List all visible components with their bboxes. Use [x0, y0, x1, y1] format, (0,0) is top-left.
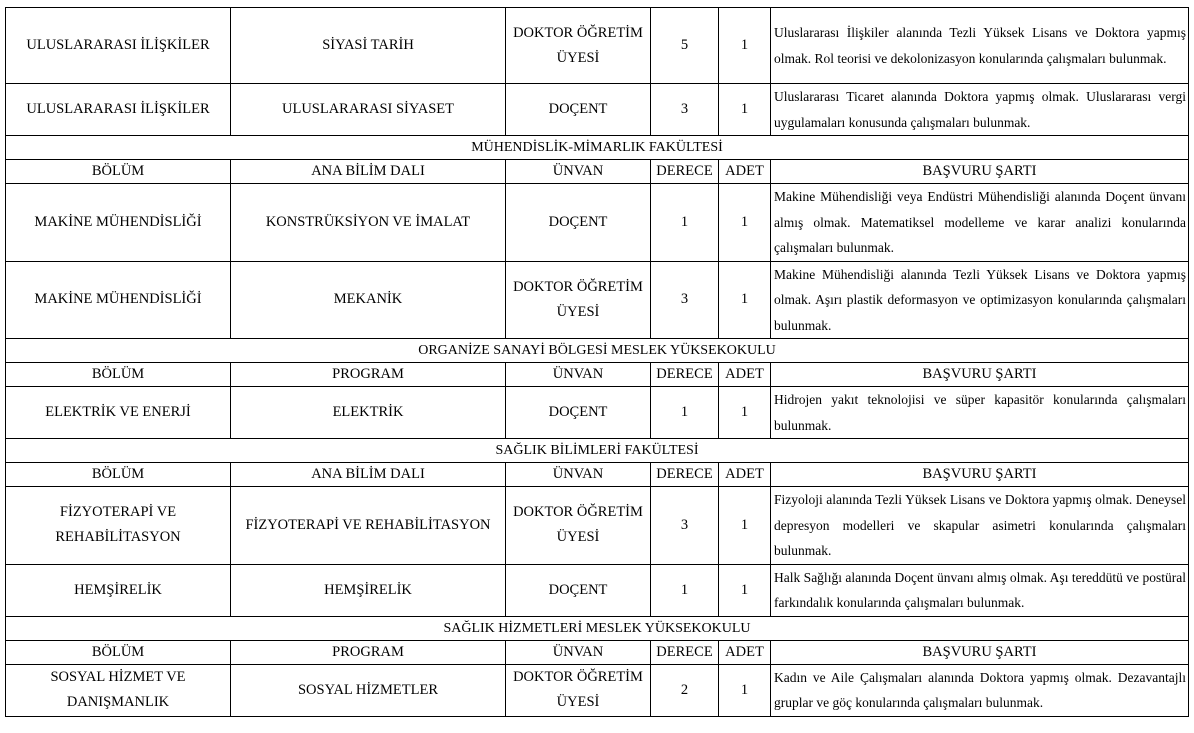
sart-cell: Halk Sağlığı alanında Doçent ünvanı almış olmak. Aşı tereddütü ve postüral farkındalık konularında çalışmaları bulunmak.: [771, 564, 1189, 616]
sart-cell: Hidrojen yakıt teknolojisi ve süper kapasitör konularında çalışmaları bulunmak.: [771, 387, 1189, 439]
bolum-cell: MAKİNE MÜHENDİSLİĞİ: [6, 184, 231, 262]
dal-cell: HEMŞİRELİK: [231, 564, 506, 616]
header-dal: PROGRAM: [231, 640, 506, 664]
dal-cell: FİZYOTERAPİ VE REHABİLİTASYON: [231, 487, 506, 565]
adet-cell: 1: [719, 487, 771, 565]
table-row: [6, 261, 1189, 339]
header-sart: BAŞVURU ŞARTI: [771, 160, 1189, 184]
unvan-cell: DOKTOR ÖĞRETİM ÜYESİ: [506, 261, 651, 339]
adet-cell: 1: [719, 84, 771, 136]
unvan-cell: DOKTOR ÖĞRETİM ÜYESİ: [506, 664, 651, 716]
bolum-cell: SOSYAL HİZMET VE DANIŞMANLIK: [6, 664, 231, 716]
section-row: [6, 616, 1189, 640]
dal-cell: ULUSLARARASI SİYASET: [231, 84, 506, 136]
section-title: MÜHENDİSLİK-MİMARLIK FAKÜLTESİ: [6, 136, 1189, 160]
header-bolum: BÖLÜM: [6, 463, 231, 487]
header-unvan: ÜNVAN: [506, 160, 651, 184]
adet-cell: 1: [719, 564, 771, 616]
table-row: [6, 664, 1189, 716]
header-row: [6, 363, 1189, 387]
header-sart: BAŞVURU ŞARTI: [771, 640, 1189, 664]
sart-cell: Uluslararası İlişkiler alanında Tezli Yüksek Lisans ve Doktora yapmış olmak. Rol teorisi ve dekolonizasyon konularında çalışmaları bulunmak.: [771, 8, 1189, 84]
adet-cell: 1: [719, 184, 771, 262]
table-row: [6, 487, 1189, 565]
header-dal: ANA BİLİM DALI: [231, 160, 506, 184]
header-unvan: ÜNVAN: [506, 640, 651, 664]
header-sart: BAŞVURU ŞARTI: [771, 363, 1189, 387]
header-derece: DERECE: [651, 160, 719, 184]
header-row: [6, 463, 1189, 487]
derece-cell: 5: [651, 8, 719, 84]
header-unvan: ÜNVAN: [506, 363, 651, 387]
bolum-cell: FİZYOTERAPİ VE REHABİLİTASYON: [6, 487, 231, 565]
derece-cell: 3: [651, 84, 719, 136]
bolum-cell: ELEKTRİK VE ENERJİ: [6, 387, 231, 439]
section-row: [6, 439, 1189, 463]
unvan-cell: DOÇENT: [506, 387, 651, 439]
sart-cell: Kadın ve Aile Çalışmaları alanında Doktora yapmış olmak. Dezavantajlı gruplar ve göç konularında çalışmaları bulunmak.: [771, 664, 1189, 716]
header-bolum: BÖLÜM: [6, 363, 231, 387]
section-title: ORGANİZE SANAYİ BÖLGESİ MESLEK YÜKSEKOKULU: [6, 339, 1189, 363]
dal-cell: MEKANİK: [231, 261, 506, 339]
position-table: [5, 7, 1189, 717]
table-row: [6, 8, 1189, 84]
header-row: [6, 640, 1189, 664]
table-row: [6, 84, 1189, 136]
sart-cell: Uluslararası Ticaret alanında Doktora yapmış olmak. Uluslararası vergi uygulamaları konusunda çalışmaları bulunmak.: [771, 84, 1189, 136]
derece-cell: 1: [651, 387, 719, 439]
derece-cell: 2: [651, 664, 719, 716]
adet-cell: 1: [719, 261, 771, 339]
header-sart: BAŞVURU ŞARTI: [771, 463, 1189, 487]
header-row: [6, 160, 1189, 184]
unvan-cell: DOÇENT: [506, 84, 651, 136]
table-row: [6, 387, 1189, 439]
header-bolum: BÖLÜM: [6, 160, 231, 184]
dal-cell: SİYASİ TARİH: [231, 8, 506, 84]
bolum-cell: HEMŞİRELİK: [6, 564, 231, 616]
derece-cell: 1: [651, 564, 719, 616]
section-row: [6, 136, 1189, 160]
unvan-cell: DOÇENT: [506, 184, 651, 262]
unvan-cell: DOKTOR ÖĞRETİM ÜYESİ: [506, 8, 651, 84]
unvan-cell: DOKTOR ÖĞRETİM ÜYESİ: [506, 487, 651, 565]
bolum-cell: ULUSLARARASI İLİŞKİLER: [6, 8, 231, 84]
header-derece: DERECE: [651, 463, 719, 487]
bolum-cell: MAKİNE MÜHENDİSLİĞİ: [6, 261, 231, 339]
unvan-cell: DOÇENT: [506, 564, 651, 616]
header-bolum: BÖLÜM: [6, 640, 231, 664]
section-row: [6, 339, 1189, 363]
adet-cell: 1: [719, 664, 771, 716]
table-row: [6, 564, 1189, 616]
sart-cell: Fizyoloji alanında Tezli Yüksek Lisans ve Doktora yapmış olmak. Deneysel depresyon modelleri ve skapular asimetri konularında çalışmaları bulunmak.: [771, 487, 1189, 565]
sart-cell: Makine Mühendisliği veya Endüstri Mühendisliği alanında Doçent ünvanı almış olmak. Matematiksel modelleme ve karar analizi konularında çalışmaları bulunmak.: [771, 184, 1189, 262]
dal-cell: KONSTRÜKSİYON VE İMALAT: [231, 184, 506, 262]
adet-cell: 1: [719, 387, 771, 439]
table-row: [6, 184, 1189, 262]
derece-cell: 3: [651, 261, 719, 339]
header-adet: ADET: [719, 640, 771, 664]
header-adet: ADET: [719, 463, 771, 487]
section-title: SAĞLIK BİLİMLERİ FAKÜLTESİ: [6, 439, 1189, 463]
header-dal: PROGRAM: [231, 363, 506, 387]
dal-cell: ELEKTRİK: [231, 387, 506, 439]
header-dal: ANA BİLİM DALI: [231, 463, 506, 487]
derece-cell: 1: [651, 184, 719, 262]
header-adet: ADET: [719, 160, 771, 184]
section-title: SAĞLIK HİZMETLERİ MESLEK YÜKSEKOKULU: [6, 616, 1189, 640]
adet-cell: 1: [719, 8, 771, 84]
dal-cell: SOSYAL HİZMETLER: [231, 664, 506, 716]
sart-cell: Makine Mühendisliği alanında Tezli Yüksek Lisans ve Doktora yapmış olmak. Aşırı plastik deformasyon ve optimizasyon konularında çalışmaları bulunmak.: [771, 261, 1189, 339]
bolum-cell: ULUSLARARASI İLİŞKİLER: [6, 84, 231, 136]
header-adet: ADET: [719, 363, 771, 387]
derece-cell: 3: [651, 487, 719, 565]
header-unvan: ÜNVAN: [506, 463, 651, 487]
header-derece: DERECE: [651, 363, 719, 387]
header-derece: DERECE: [651, 640, 719, 664]
